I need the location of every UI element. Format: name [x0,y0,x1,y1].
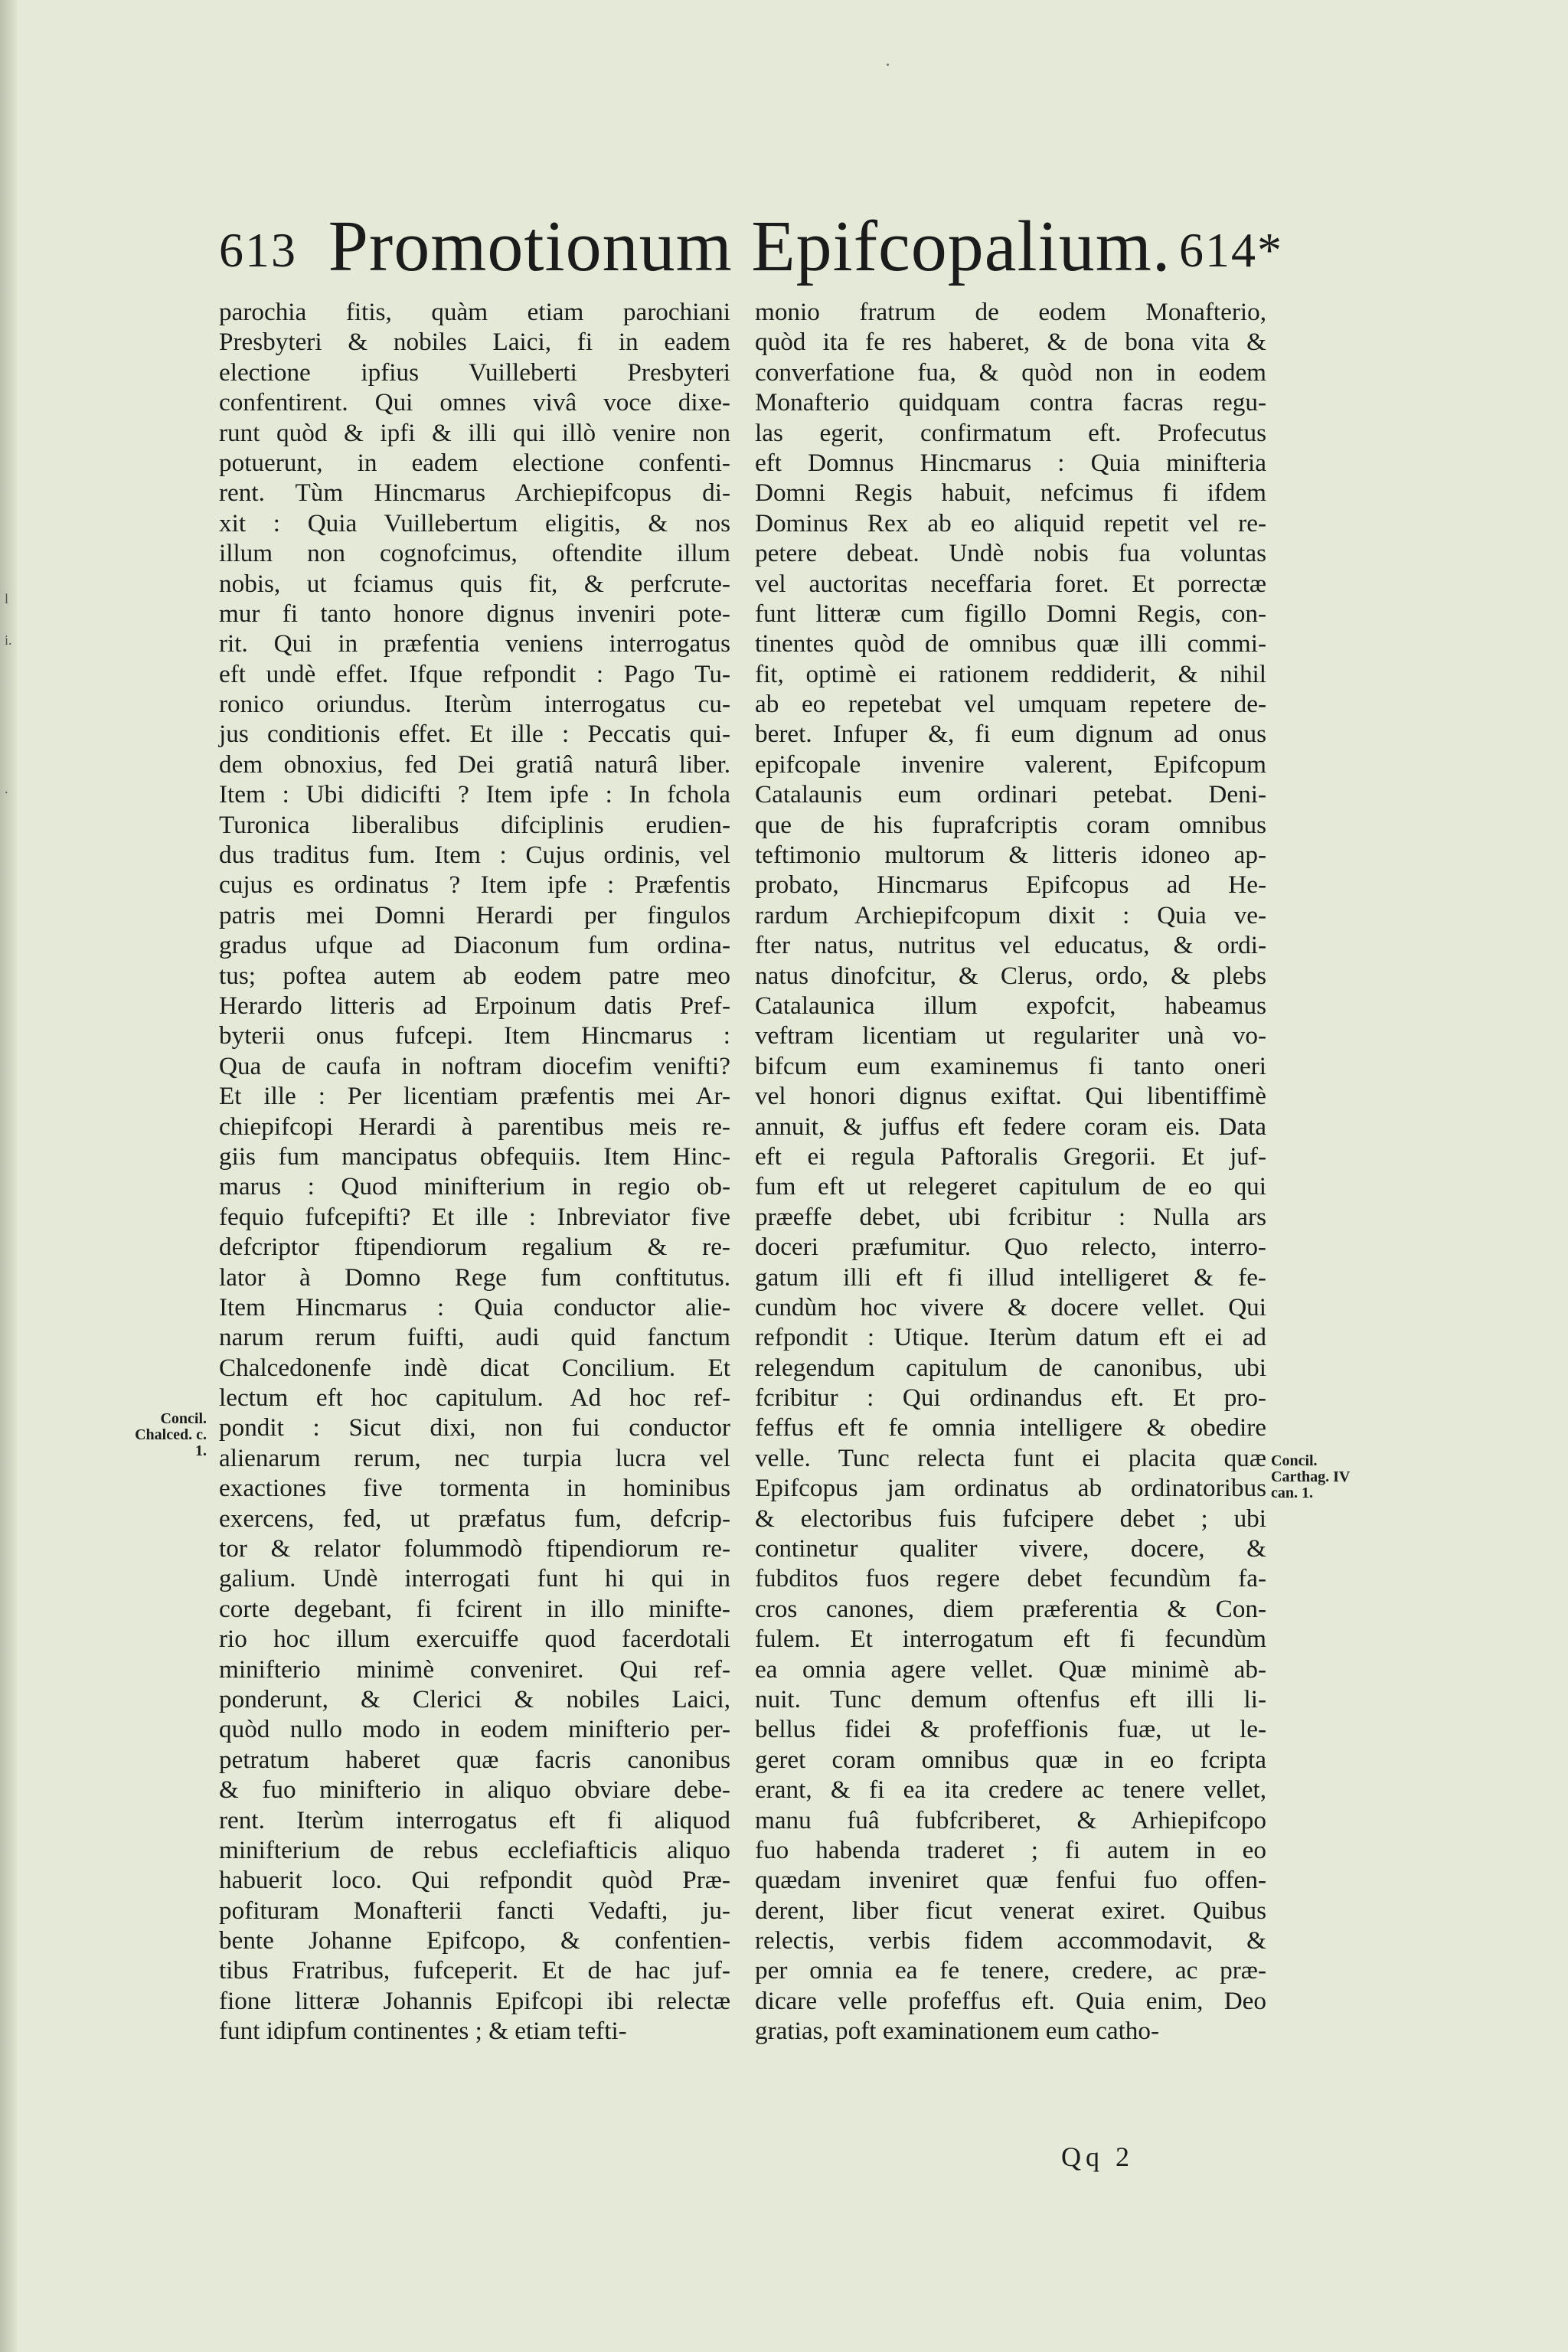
text-line: rardum Archiepifcopum dixit : Quia ve- [755,900,1266,929]
text-line: Turonica liberalibus difciplinis erudien- [219,810,730,839]
text-line: fulem. Et interrogatum eft fi fecundùm [755,1625,1266,1654]
text-line: rent. Tùm Hincmarus Archiepifcopus di- [219,479,730,508]
margin-note-line: Chalced. c. [135,1426,207,1443]
text-line: petratum haberet quæ facris canonibus [219,1745,730,1774]
text-line: cundùm hoc vivere & docere vellet. Qui [755,1292,1266,1321]
margin-note-line: 1. [195,1442,207,1459]
text-line: bifcum eum examinemus fi tanto oneri [755,1051,1266,1080]
text-line: ab eo repetebat vel umquam repetere de- [755,690,1266,719]
text-line: rio hoc illum exercuiffe quod facerdotali [219,1625,730,1654]
page-number-right: 614* [1179,223,1283,277]
text-line: patris mei Domni Herardi per fingulos [219,900,730,929]
text-line: fequio fufcepifti? Et ille : Inbreviator five [219,1202,730,1231]
text-line: Qua de caufa in noftram diocefim venifti? [219,1051,730,1080]
text-line: minifterium de rebus ecclefiafticis aliquo [219,1835,730,1864]
text-line: fter natus, nutritus vel educatus, & ordi- [755,931,1266,960]
text-line: bente Johanne Epifcopo, & confentien- [219,1926,730,1955]
text-line: & electoribus fuis fufcipere debet ; ubi [755,1504,1266,1533]
text-line: per omnia ea fe tenere, credere, ac præ- [755,1956,1266,1985]
text-line: derent, liber ficut venerat exiret. Quibus [755,1896,1266,1925]
text-line: Catalaunis eum ordinari petebat. Deni- [755,780,1266,809]
running-title: Promotionum Epifcopalium. [328,207,1171,286]
text-line: gradus ufque ad Diaconum fum ordina- [219,931,730,960]
text-line: annuit, & juffus eft federe coram eis. Data [755,1112,1266,1141]
text-line: refpondit : Utique. Iterùm datum eft ei ad [755,1323,1266,1352]
page-speck [887,64,889,66]
text-line: jus conditionis effet. Et ille : Peccatis qui- [219,720,730,749]
text-line: feffus eft fe omnia intelligere & obedire [755,1413,1266,1442]
text-line: byterii onus fufcepi. Item Hincmarus : [219,1021,730,1050]
gutter-mark: l [5,591,9,606]
text-line: epifcopale invenire valerent, Epifcopum [755,750,1266,779]
text-line: continetur qualiter vivere, docere, & [755,1534,1266,1563]
text-line: cros canones, diem præferentia & Con- [755,1594,1266,1623]
text-line: fum eft ut relegeret capitulum de eo qui [755,1172,1266,1201]
margin-note-line: Concil. [1271,1452,1318,1469]
text-line: fcribitur : Qui ordinandus eft. Et pro- [755,1383,1266,1413]
text-line: erant, & fi ea ita credere ac tenere vellet, [755,1775,1266,1805]
margin-note-line: Concil. [160,1410,207,1427]
page-header [216,205,1283,297]
text-line: vel auctoritas neceffaria foret. Et porrectæ [755,569,1266,598]
text-line: præeffe debet, ubi fcribitur : Nulla ars [755,1202,1266,1231]
text-line: tibus Fratribus, fufceperit. Et de hac juf- [219,1956,730,1985]
text-line: las egerit, confirmatum eft. Profecutus [755,418,1266,447]
text-line: que de his fuprafcriptis coram omnibus [755,810,1266,839]
text-line: quòd ita fe res haberet, & de bona vita & [755,328,1266,357]
text-line: gatum illi eft fi illud intelligeret & fe- [755,1263,1266,1292]
text-line: dem obnoxius, fed Dei gratiâ naturâ liber. [219,750,730,779]
text-line: fuo habenda traderet ; fi autem in eo [755,1835,1266,1864]
text-line: rent. Iterùm interrogatus eft fi aliquod [219,1805,730,1834]
text-line: Domni Regis habuit, nefcimus fi ifdem [755,479,1266,508]
text-line: marus : Quod minifterium in regio ob- [219,1172,730,1201]
text-line: beret. Infuper &, fi eum dignum ad onus [755,720,1266,749]
text-line: Chalcedonenfe indè dicat Concilium. Et [219,1353,730,1382]
text-line: relectis, verbis fidem accommodavit, & [755,1926,1266,1955]
binding-gutter [0,0,17,2352]
text-line: illum non cognofcimus, oftendite illum [219,539,730,568]
text-line: eft Domnus Hincmarus : Quia minifteria [755,448,1266,477]
text-line: bellus fidei & profeffionis fuæ, ut le- [755,1715,1266,1744]
text-line: Item Hincmarus : Quia conductor alie- [219,1292,730,1321]
text-line: tinentes quòd de omnibus quæ illi commi- [755,629,1266,658]
text-line: manu fuâ fubfcriberet, & Arhiepifcopo [755,1805,1266,1834]
margin-note-left [109,1411,207,1459]
text-line: minifterio minimè conveniret. Qui ref- [219,1655,730,1684]
text-line: fit, optimè ei rationem reddiderit, & nihil [755,659,1266,688]
page-number-left: 613 [219,223,297,277]
text-line: Presbyteri & nobiles Laici, fi in eadem [219,328,730,357]
text-line: lectum eft hoc capitulum. Ad hoc ref- [219,1383,730,1413]
text-line: ea omnia agere vellet. Quæ minimè ab- [755,1655,1266,1684]
text-line: habuerit loco. Qui refpondit quòd Præ- [219,1866,730,1895]
text-line: ronico oriundus. Iterùm interrogatus cu- [219,690,730,719]
text-line: teftimonio multorum & litteris idoneo ap- [755,841,1266,870]
text-line: Item : Ubi didicifti ? Item ipfe : In fchola [219,780,730,809]
text-line: fubditos fuos regere debet fecundùm fa- [755,1564,1266,1593]
text-line: corte degebant, fi fcirent in illo minifte- [219,1594,730,1623]
text-line: exactiones five tormenta in hominibus [219,1474,730,1503]
text-line: rit. Qui in præfentia veniens interrogatus [219,629,730,658]
text-line: alienarum rerum, nec turpia lucra vel [219,1443,730,1472]
text-line: dicare velle profeffus eft. Quia enim, Deo [755,1986,1266,2015]
left-text-column [219,297,730,2047]
text-line: quòd nullo modo in eodem minifterio per- [219,1715,730,1744]
text-line: Dominus Rex ab eo aliquid repetit vel re- [755,508,1266,537]
margin-note-line: can. 1. [1271,1485,1313,1501]
text-line: petere debeat. Undè nobis fua voluntas [755,539,1266,568]
signature-mark: Qq 2 [1061,2141,1134,2172]
text-line: giis fum mancipatus obfequiis. Item Hinc- [219,1142,730,1171]
text-line: mur fi tanto honore dignus inveniri pote- [219,599,730,628]
text-line: Catalaunica illum expofcit, habeamus [755,991,1266,1020]
text-line: chiepifcopi Herardi à parentibus meis re- [219,1112,730,1141]
text-line: confentirent. Qui omnes vivâ voce dixe- [219,388,730,417]
text-line: Monafterio quidquam contra facras regu- [755,388,1266,417]
text-line: lator à Domno Rege fum conftitutus. [219,1263,730,1292]
margin-note-right [1271,1453,1363,1501]
text-line: eft ei regula Paftoralis Gregorii. Et juf- [755,1142,1266,1171]
text-line: nobis, ut fciamus quis fit, & perfcrute- [219,569,730,598]
text-line: exercens, fed, ut præfatus fum, defcrip- [219,1504,730,1533]
gutter-mark: . [5,781,8,796]
text-line: doceri præfumitur. Quo relecto, interro- [755,1233,1266,1262]
text-line: fione litteræ Johannis Epifcopi ibi relectæ [219,1986,730,2015]
text-line: funt idipfum continentes ; & etiam tefti- [219,2017,627,2046]
text-line: converfatione fua, & quòd non in eodem [755,358,1266,387]
text-line: parochia fitis, quàm etiam parochiani [219,298,730,326]
text-line: potuerunt, in eadem electione confenti- [219,448,730,477]
text-line: pofituram Monafterii fancti Vedafti, ju- [219,1896,730,1925]
text-line: dus traditus fum. Item : Cujus ordinis, vel [219,841,730,870]
text-line: runt quòd & ipfi & illi qui illò venire non [219,418,730,447]
text-line: & fuo minifterio in aliquo obviare debe- [219,1775,730,1805]
text-line: geret coram omnibus quæ in eo fcripta [755,1745,1266,1774]
text-line: defcriptor ftipendiorum regalium & re- [219,1233,730,1262]
text-line: quædam inveniret quæ fenfui fuo offen- [755,1866,1266,1895]
text-line: galium. Undè interrogati funt hi qui in [219,1564,730,1593]
text-line: tus; poftea autem ab eodem patre meo [219,961,730,990]
text-line: nuit. Tunc demum oftenfus eft illi li- [755,1684,1266,1713]
text-line: veftram licentiam ut regulariter unà vo- [755,1021,1266,1050]
text-line: natus dinofcitur, & Clerus, ordo, & plebs [755,961,1266,990]
text-line: monio fratrum de eodem Monafterio, [755,298,1266,326]
text-line: vel honori dignus exiftat. Qui libentiffimè [755,1082,1266,1111]
margin-note-line: Carthag. IV [1271,1468,1351,1485]
text-line: relegendum capitulum de canonibus, ubi [755,1353,1266,1382]
text-line: velle. Tunc relecta funt ei placita quæ [755,1443,1266,1472]
right-text-column [755,297,1266,2047]
text-line: probato, Hincmarus Epifcopus ad He- [755,871,1266,900]
text-line: electione ipfius Vuilleberti Presbyteri [219,358,730,387]
text-line: pondit : Sicut dixi, non fui conductor [219,1413,730,1442]
gutter-mark: i. [5,632,12,648]
text-line: gratias, poft examinationem eum catho- [755,2017,1160,2046]
text-line: ponderunt, & Clerici & nobiles Laici, [219,1684,730,1713]
text-line: narum rerum fuifti, audi quid fanctum [219,1323,730,1352]
text-line: Herardo litteris ad Erpoinum datis Pref- [219,991,730,1020]
text-line: funt litteræ cum figillo Domni Regis, con- [755,599,1266,628]
text-line: eft undè effet. Ifque refpondit : Pago Tu- [219,659,730,688]
text-line: xit : Quia Vuillebertum eligitis, & nos [219,508,730,537]
text-line: Et ille : Per licentiam præfentis mei Ar- [219,1082,730,1111]
text-line: Epifcopus jam ordinatus ab ordinatoribus [755,1474,1266,1503]
text-line: tor & relator folummodò ftipendiorum re- [219,1534,730,1563]
text-line: cujus es ordinatus ? Item ipfe : Præfentis [219,871,730,900]
